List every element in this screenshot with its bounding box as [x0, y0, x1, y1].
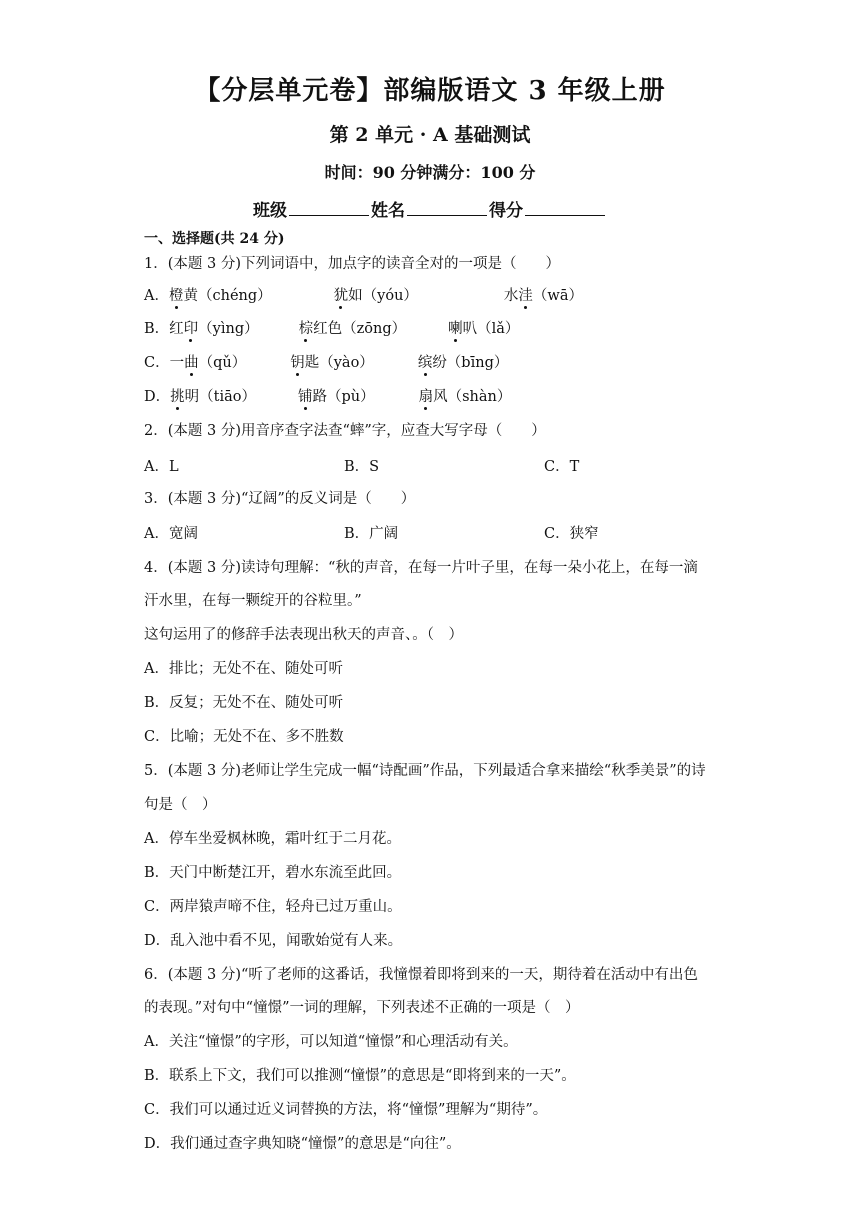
score-blank[interactable] — [525, 199, 605, 216]
question-5-option-a: A．停车坐爱枫林晚，霜叶红于二月花。 — [144, 831, 401, 847]
question-3-option-c: C．狭窄 — [544, 526, 599, 542]
question-6-stem-line2: 的表现。”对句中“憧憬”一词的理解，下列表述不正确的一项是（ ） — [144, 1000, 580, 1016]
question-1-option-a: A．橙黄（chéng） 犹如（yóu） 水洼（wā） — [144, 288, 583, 304]
question-2-option-c: C．T — [544, 459, 580, 475]
question-5-stem-line1: 5．(本题 3 分)老师让学生完成一幅“诗配画”作品，下列最适合拿来描绘“秋季美景”的诗 — [144, 763, 706, 779]
score-label: 得分 — [489, 201, 523, 221]
student-info-line — [0, 196, 860, 221]
question-4-option-b: B．反复；无处不在、随处可听 — [144, 695, 344, 711]
question-2-option-b: B．S — [344, 459, 380, 475]
question-3-option-b: B．广阔 — [344, 526, 399, 542]
page-subtitle: 第 2 单元 · A 基础测试 — [329, 124, 531, 146]
question-1-option-c: C．一曲（qǔ） 钥匙（yào） 缤纷（bīng） — [144, 355, 509, 371]
page-title: 【分层单元卷】部编版语文 3 年级上册 — [194, 76, 666, 106]
class-label: 班级 — [253, 201, 287, 221]
question-3-stem: 3．(本题 3 分)“辽阔”的反义词是（ ） — [144, 491, 416, 507]
question-1-option-d: D．挑明（tiāo） 铺路（pù） 扇风（shàn） — [144, 389, 512, 405]
question-6-option-d: D．我们通过查字典知晓“憧憬”的意思是“向往”。 — [144, 1136, 461, 1152]
section-heading: 一、选择题(共 24 分) — [144, 231, 285, 247]
question-2-stem: 2．(本题 3 分)用音序查字法查“蟀”字，应查大写字母（ ） — [144, 423, 546, 439]
question-6-option-a: A．关注“憧憬”的字形，可以知道“憧憬”和心理活动有关。 — [144, 1034, 518, 1050]
question-6-option-b: B．联系上下文，我们可以推测“憧憬”的意思是“即将到来的一天”。 — [144, 1068, 576, 1084]
question-3-option-a: A．宽阔 — [144, 526, 198, 542]
time-score-info: 时间：90 分钟满分：100 分 — [324, 163, 536, 182]
question-1-option-b: B．红印（yìng） 棕红色（zōng） 喇叭（lǎ） — [144, 321, 520, 337]
class-blank[interactable] — [289, 199, 369, 216]
question-5-option-c: C．两岸猿声啼不住，轻舟已过万重山。 — [144, 899, 402, 915]
question-6-option-c: C．我们可以通过近义词替换的方法，将“憧憬”理解为“期待”。 — [144, 1102, 548, 1118]
name-label: 姓名 — [371, 201, 405, 221]
question-1-stem: 1．(本题 3 分)下列词语中，加点字的读音全对的一项是（ ） — [144, 256, 560, 272]
question-6-stem-line1: 6．(本题 3 分)“听了老师的这番话，我憧憬着即将到来的一天，期待着在活动中有出色 — [144, 967, 698, 983]
question-4-stem-line3: 这句运用了的修辞手法表现出秋天的声音、。（ ） — [144, 627, 463, 643]
question-4-stem-line1: 4．(本题 3 分)读诗句理解：“秋的声音，在每一片叶子里，在每一朵小花上，在每一滴 — [144, 560, 698, 576]
question-5-stem-line2: 句是（ ） — [144, 797, 217, 813]
question-2-option-a: A．L — [144, 459, 179, 475]
question-4-stem-line2: 汗水里，在每一颗绽开的谷粒里。” — [144, 593, 362, 609]
question-5-option-d: D．乱入池中看不见，闻歌始觉有人来。 — [144, 933, 403, 949]
question-4-option-c: C．比喻；无处不在、多不胜数 — [144, 729, 344, 745]
question-5-option-b: B．天门中断楚江开，碧水东流至此回。 — [144, 865, 402, 881]
name-blank[interactable] — [407, 199, 487, 216]
question-4-option-a: A．排比；无处不在、随处可听 — [144, 661, 343, 677]
